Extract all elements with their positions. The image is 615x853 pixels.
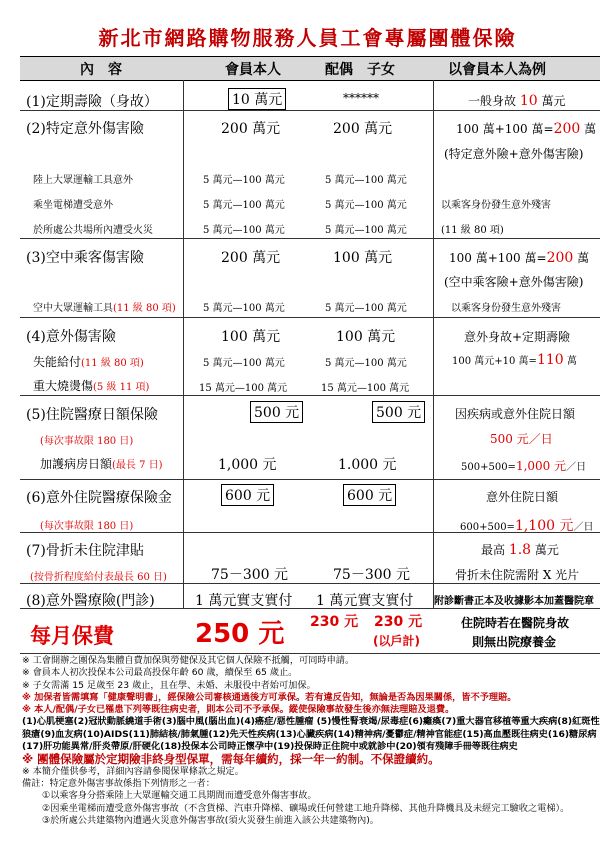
row3-example: 100 萬+100 萬=200 萬: [449, 250, 590, 266]
note-item: 備註：特定意外傷害事故係指下列情形之一者：: [22, 777, 215, 789]
row-divider: [20, 238, 600, 239]
premium-spouse: 230 元: [310, 614, 359, 630]
row8-spouse: 1 萬元實支實付: [316, 593, 414, 609]
premium-household-note: (以戶計): [373, 634, 420, 648]
row4-sub1: 失能給付(11 級 80 項): [33, 355, 144, 369]
notes-section: [22, 655, 602, 827]
note-item: ※ 工會開辦之團保為集體自費加保與勞健保及其它個人保險不抵觸，可同時申請。: [22, 655, 355, 666]
premium-label: 每月保費: [30, 624, 114, 648]
row-divider: [20, 583, 600, 584]
row3-sub1-spouse: 5 萬元—100 萬元: [325, 303, 407, 314]
row2-sub2-example: 以乘客身份發生意外殘害: [441, 200, 551, 211]
row7-example-note: 骨折未住院需附 X 光片: [455, 568, 580, 582]
row2-sub3-spouse: 5 萬元—100 萬元: [325, 225, 407, 236]
row6-example-daily: 600+500=1,100 元／日: [460, 518, 594, 534]
row6-member: 600 元: [221, 484, 274, 506]
note-item: ※ 本人/配偶/子女已罹患下列等既往病史者，則本公司不予承保。縱使保險事故發生後亦無法理賠及退費。: [22, 704, 455, 716]
premium-child: 230 元: [374, 614, 423, 630]
row7-example: 最高 1.8 萬元: [481, 542, 559, 558]
row5-sub-spouse: 1.000 元: [338, 457, 397, 473]
row4-label: (4)意外傷害險: [26, 329, 116, 345]
row2-sub2: 乘坐電梯遭受意外: [33, 200, 113, 211]
row2-sub3: 於所處公共場所內遭受火災: [33, 225, 153, 236]
row8-member: 1 萬元實支實付: [195, 593, 293, 609]
header-example: 以會員本人為例: [448, 62, 546, 78]
row1-example: 一般身故 10 萬元: [468, 93, 566, 109]
row3-spouse: 100 萬元: [333, 250, 393, 266]
row3-label: (3)空中乘客傷害險: [26, 250, 144, 266]
row-divider: [20, 317, 600, 318]
row3-sub1: 空中大眾運輸工具(11 級 80 項): [33, 303, 176, 314]
row4-sub2-spouse: 15 萬元—100 萬元: [321, 383, 410, 394]
row7-label: (7)骨折未住院津貼: [26, 543, 144, 559]
note-item: ※ 會員本人初次投保本公司最高投保年齡 60 歲，續保至 65 歲止。: [22, 667, 298, 679]
row2-sub2-spouse: 5 萬元—100 萬元: [325, 200, 407, 211]
row4-sub2-member: 15 萬元—100 萬元: [199, 383, 288, 394]
row2-spouse: 200 萬元: [333, 121, 393, 137]
note-item: ※ 本簡介僅供參考，詳細內容請參閱保單條款之規定。: [22, 765, 244, 777]
row6-note: (每次事故限 180 日): [40, 521, 134, 532]
header-member: 會員本人: [225, 62, 281, 78]
row8-example: 附診斷書正本及收據影本加蓋醫院章: [434, 596, 594, 607]
row1-member: 10 萬元: [228, 88, 286, 110]
row3-example-note: (空中乘客險+意外傷害險): [444, 275, 584, 289]
row2-label: (2)特定意外傷害險: [26, 121, 144, 137]
row2-sub1-spouse: 5 萬元—100 萬元: [325, 175, 407, 186]
row4-sub1-spouse: 5 萬元—100 萬元: [325, 358, 407, 369]
note-item: ②因乘坐電梯而遭受意外傷害事故（不含貨梯、汽車升降梯、礦場或任何營建工地升降梯、其他升降機具及未經完工驗收之電梯）。: [42, 802, 570, 814]
row1-label: (1)定期壽險（身故）: [26, 94, 158, 110]
premium-note-1: 住院時若在醫院身故: [461, 616, 570, 630]
header-spouse: 配偶 子女: [325, 62, 395, 78]
row6-label: (6)意外住院醫療保險金: [26, 490, 172, 506]
row4-example: 意外身故+定期壽險: [464, 330, 571, 344]
row1-spouse: ******: [343, 91, 379, 105]
row7-spouse: 75－300 元: [333, 567, 410, 583]
premium-note-2: 則無出院療養金: [472, 635, 557, 649]
row5-example-daily: 500 元／日: [490, 432, 553, 446]
row2-member: 200 萬元: [221, 121, 281, 137]
row2-sub1-member: 5 萬元—100 萬元: [203, 175, 285, 186]
row3-member: 200 萬元: [221, 250, 281, 266]
note-item: ③於所處公共建築物內遭遇火災意外傷害事故(須火災發生前進入該公共建築物內)。: [42, 814, 379, 826]
row2-example: 100 萬+100 萬=200 萬: [456, 121, 597, 137]
row4-sub2: 重大燒燙傷(5 級 11 項): [33, 379, 150, 393]
row8-label: (8)意外醫療險(門診): [26, 593, 155, 609]
header-item: 內 容: [80, 62, 122, 78]
row-divider: [20, 395, 600, 396]
row4-spouse: 100 萬元: [336, 329, 396, 345]
note-item: ※ 子女需滿 15 足歲至 23 歲止，且在學、未婚、未服役中者始可加保。: [22, 679, 316, 691]
row5-spouse: 500 元: [372, 401, 425, 423]
row5-example: 因疾病或意外住院日額: [455, 407, 576, 421]
row-divider: [20, 479, 600, 480]
row5-sub-example: 500+500=1,000 元／日: [461, 459, 587, 473]
row3-sub1-member: 5 萬元—100 萬元: [203, 303, 285, 314]
row5-sub: 加護病房日額(最長 7 日): [40, 457, 163, 471]
row7-note: (按骨折程度給付表最長 60 日): [30, 572, 167, 583]
row5-note: (每次事故限 180 日): [40, 436, 134, 447]
row5-member: 500 元: [250, 401, 303, 423]
row4-member: 100 萬元: [221, 329, 281, 345]
row2-sub2-member: 5 萬元—100 萬元: [203, 200, 285, 211]
column-divider: [183, 80, 184, 608]
premium-member: 250 元: [195, 619, 285, 649]
row3-sub1-example: 以乘客身份發生意外殘害: [451, 303, 561, 314]
row6-example: 意外住院日額: [486, 490, 559, 504]
row2-example-note: (特定意外險+意外傷害險): [444, 147, 584, 161]
row2-sub3-member: 5 萬元—100 萬元: [203, 225, 285, 236]
row5-label: (5)住院醫療日額保險: [26, 407, 158, 423]
row-divider: [20, 653, 600, 654]
page-title: 新北市網路購物服務人員工會專屬團體保險: [98, 26, 517, 50]
row7-member: 75－300 元: [211, 567, 288, 583]
row4-sub1-example: 100 萬元+10 萬=110 萬: [452, 352, 577, 368]
row2-sub3-example: (11 級 80 項): [441, 225, 504, 236]
row4-sub1-member: 5 萬元—100 萬元: [203, 358, 285, 369]
column-divider: [433, 80, 434, 608]
note-item: (1)心肌梗塞(2)冠狀動脈繞道手術(3)腦中風(腦出血)(4)癌症/惡性腫瘤 (5)慢性腎衰竭/尿毒症(6)癱瘓(7)重大器官移植等重大疾病(8)紅斑性狼瘡(9)血友病(10)AIDS(11)肺結核/肺氣腫(12)先天性疾病(13)心臟疾病(14)精神病/憂鬱症/精神官能症(15)高血壓既往病史(16)糖尿病(17)肝功能異常/肝炎帶原/肝硬化(18)投保本公司時正懷孕中(19)投保時正住院中或就診中(20)領有殘障手冊等既往病史: [22, 716, 600, 753]
row5-sub-member: 1,000 元: [218, 457, 277, 473]
note-item: ※ 加保者皆需填寫「健康聲明書」，經保險公司審核通過後方可承保。若有違反告知，無論是否為因果關係，皆不予理賠。: [22, 691, 517, 703]
row2-sub1: 陸上大眾運輸工具意外: [33, 175, 133, 186]
note-item: ※ 團體保險屬於定期險非終身型保單，需每年續約，採一年一約制。不保證續約。: [22, 752, 440, 767]
note-item: ①以乘客身分搭乘陸上大眾運輸交通工具期間而遭受意外傷害事故。: [42, 790, 317, 802]
row6-spouse: 600 元: [343, 484, 396, 506]
